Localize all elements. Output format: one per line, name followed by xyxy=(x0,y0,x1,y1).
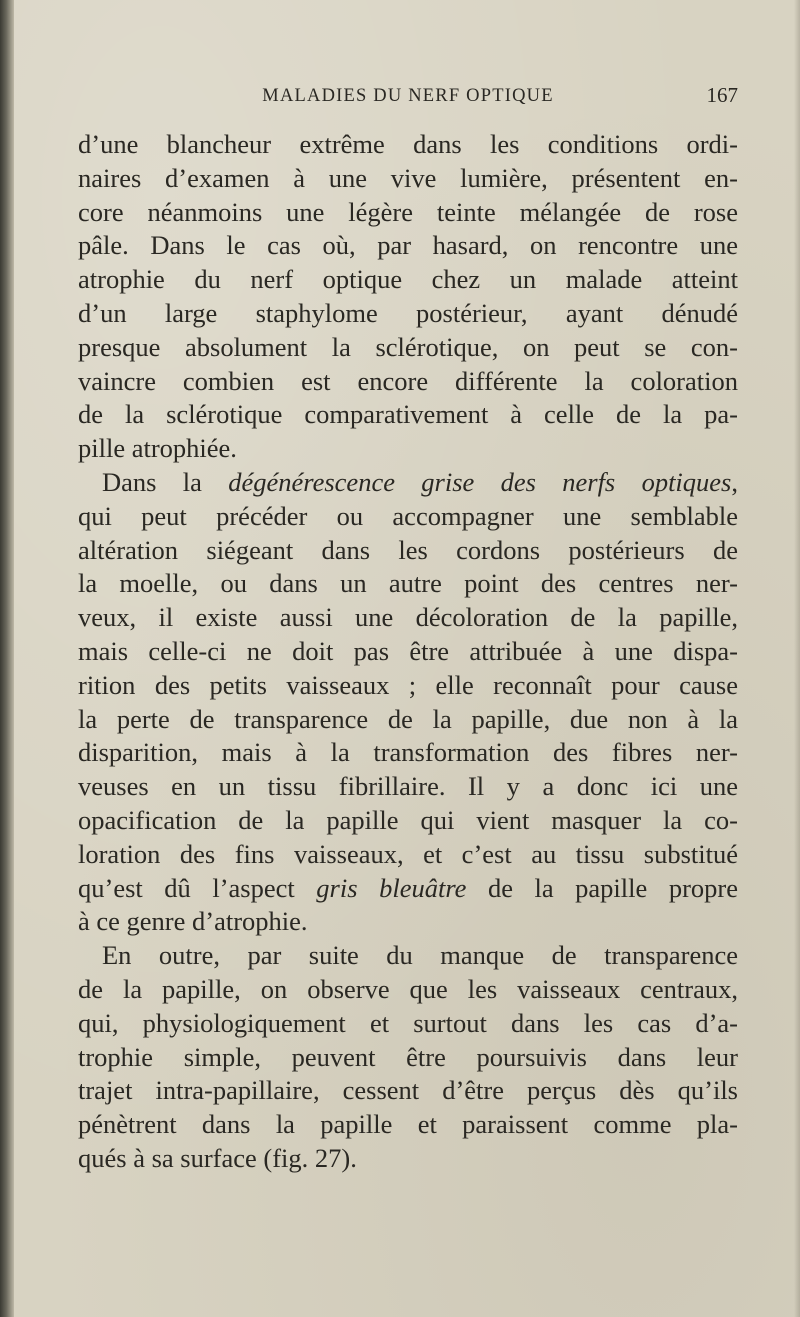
text-line: de la sclérotique comparativement à celle de la pa- xyxy=(78,399,738,430)
paragraph-first-line xyxy=(78,466,738,500)
running-head xyxy=(78,80,738,116)
text-line: d’un large staphylome postérieur, ayant dénudé xyxy=(78,297,738,328)
page-edge xyxy=(794,0,800,1317)
text-line: mais celle-ci ne doit pas être attribuée à une dispa- xyxy=(78,635,738,666)
text-line: pille atrophiée. xyxy=(78,433,237,464)
running-title: MALADIES DU NERF OPTIQUE xyxy=(262,86,554,106)
book-page xyxy=(78,80,738,1173)
text-line: vaincre combien est encore différente la coloration xyxy=(78,365,738,396)
text-line: opacification de la papille qui vient masquer la co- xyxy=(78,804,738,835)
body-text xyxy=(78,128,738,1176)
paragraph-first-line: En outre, par suite du manque de transparence xyxy=(102,940,738,971)
text-line: presque absolument la sclérotique, on peut se con- xyxy=(78,331,738,362)
book-spine-shadow xyxy=(0,0,14,1317)
italic-term: gris bleuâtre xyxy=(316,872,467,903)
text-line: rition des petits vaisseaux ; elle reconnaît pour cause xyxy=(78,669,738,700)
text-run: de la papille propre xyxy=(466,872,738,903)
text-line: d’une blancheur extrême dans les conditions ordi- xyxy=(78,129,738,159)
text-line: la moelle, ou dans un autre point des centres ner- xyxy=(78,568,738,599)
text-run: , xyxy=(731,466,738,497)
text-run: qu’est dû l’aspect xyxy=(78,872,317,903)
italic-text-line xyxy=(78,872,738,906)
text-line: veuses en un tissu fibrillaire. Il y a donc ici une xyxy=(78,771,738,802)
text-line: qui, physiologiquement et surtout dans les cas d’a- xyxy=(78,1007,738,1038)
text-line: altération siégeant dans les cordons postérieurs de xyxy=(78,534,738,565)
text-line: pâle. Dans le cas où, par hasard, on rencontre une xyxy=(78,230,738,261)
text-line: naires d’examen à une vive lumière, présentent en- xyxy=(78,162,738,193)
text-line: qui peut précéder ou accompagner une semblable xyxy=(78,500,738,531)
text-run: Dans la xyxy=(102,466,229,497)
text-line: veux, il existe aussi une décoloration de la papille, xyxy=(78,602,738,633)
text-line: pénètrent dans la papille et paraissent comme pla- xyxy=(78,1109,738,1140)
text-line: qués à sa surface (fig. 27). xyxy=(78,1142,357,1173)
text-line: la perte de transparence de la papille, due non à la xyxy=(78,703,738,734)
text-line: trajet intra-papillaire, cessent d’être perçus dès qu’ils xyxy=(78,1075,738,1106)
text-line: loration des fins vaisseaux, et c’est au tissu substitué xyxy=(78,838,738,869)
text-line: à ce genre d’atrophie. xyxy=(78,906,308,937)
text-line: disparition, mais à la transformation des fibres ner- xyxy=(78,737,738,768)
text-line: atrophie du nerf optique chez un malade atteint xyxy=(78,264,738,295)
text-line: de la papille, on observe que les vaisseaux centraux, xyxy=(78,973,738,1004)
text-line: trophie simple, peuvent être poursuivis dans leur xyxy=(78,1041,738,1072)
italic-term: dégénérescence grise des nerfs optiques xyxy=(228,466,732,497)
page-number: 167 xyxy=(706,83,738,107)
text-line: core néanmoins une légère teinte mélangée de rose xyxy=(78,196,738,227)
